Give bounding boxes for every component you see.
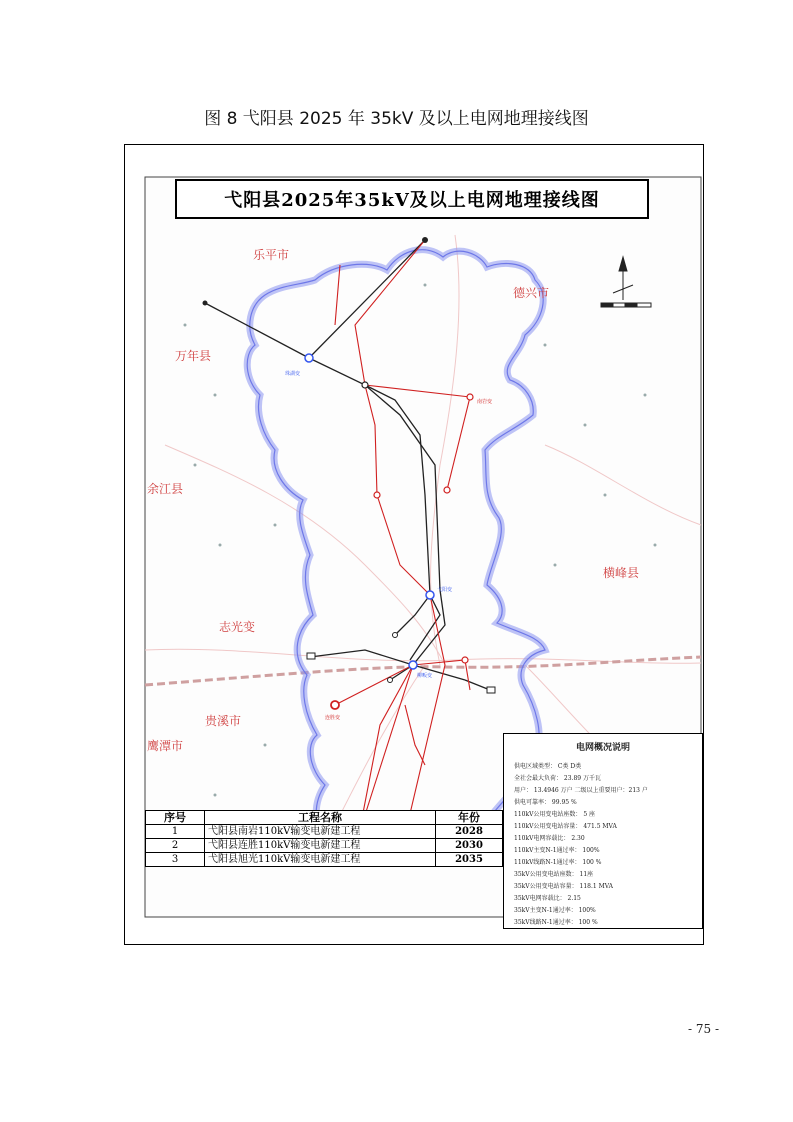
region-label: 德兴市: [513, 286, 550, 300]
table-cell: 1: [146, 825, 205, 839]
grid-summary-line: 全社会最大负荷： 23.89 万千瓦: [514, 775, 601, 782]
substation-label: 弋阳变: [437, 587, 453, 593]
grid-summary-line: 35kV公用变电站座数： 11座: [514, 871, 594, 878]
table-header: 年份: [436, 811, 503, 825]
table-cell: 2035: [436, 853, 503, 867]
grid-summary-line: 110kV主变N-1通过率： 100%: [514, 847, 600, 854]
map-title: 弋阳县2025年35kV及以上电网地理接线图: [175, 179, 649, 219]
grid-summary-line: 供电可靠率： 99.95 %: [514, 799, 577, 806]
figure-caption: 图 8 弋阳县 2025 年 35kV 及以上电网地理接线图: [204, 109, 589, 129]
grid-summary-line: 35kV公用变电站容量： 118.1 MVA: [514, 883, 613, 890]
table-header: 序号: [146, 811, 205, 825]
table-header: 工程名称: [205, 811, 436, 825]
table-cell: 2030: [436, 839, 503, 853]
table-cell: 弋阳县连胜110kV输变电新建工程: [205, 839, 436, 853]
region-label: 鹰潭市: [147, 739, 184, 753]
grid-summary-line: 35kV电网容载比： 2.15: [514, 895, 581, 902]
region-label: 贵溪市: [205, 714, 242, 728]
table-cell: 弋阳县南岩110kV输变电新建工程: [205, 825, 436, 839]
grid-summary-panel: [503, 733, 703, 929]
grid-summary-line: 110kV公用变电站容量： 471.5 MVA: [514, 823, 617, 830]
table-cell: 2: [146, 839, 205, 853]
grid-summary-line: 用户： 13.4946 万户 二级以上重要用户：213 户: [514, 787, 648, 794]
grid-summary-line: 35kV主变N-1通过率： 100%: [514, 907, 596, 914]
substation-label: 柳畈变: [417, 673, 433, 679]
region-label: 余江县: [147, 482, 184, 496]
substation-label: 珠湖变: [285, 371, 301, 377]
highlight-label: 志光变: [219, 620, 256, 634]
map-frame: [124, 144, 704, 945]
project-table: [145, 810, 503, 867]
page-number: - 75 -: [687, 1022, 719, 1036]
grid-summary-title: 电网概况说明: [575, 743, 630, 753]
table-row: [146, 839, 503, 853]
region-label: 万年县: [175, 349, 212, 363]
table-header-row: [146, 811, 503, 825]
grid-summary-line: 110kV电网容载比： 2.30: [514, 835, 585, 842]
region-label: 横峰县: [603, 566, 640, 580]
substation-label: 连胜变: [325, 715, 341, 721]
table-cell: 2028: [436, 825, 503, 839]
table-row: [146, 853, 503, 867]
grid-summary-line: 110kV线路N-1通过率： 100 %: [514, 859, 602, 866]
table-cell: 弋阳县旭光110kV输变电新建工程: [205, 853, 436, 867]
grid-summary-line: 35kV线路N-1通过率： 100 %: [514, 919, 598, 926]
table-cell: 3: [146, 853, 205, 867]
grid-summary-line: 供电区域类型： C类 D类: [514, 763, 582, 770]
grid-summary-line: 110kV公用变电站座数： 5 座: [514, 811, 596, 818]
substation-label: 南岩变: [477, 399, 493, 405]
table-row: [146, 825, 503, 839]
region-label: 乐平市: [253, 248, 290, 262]
